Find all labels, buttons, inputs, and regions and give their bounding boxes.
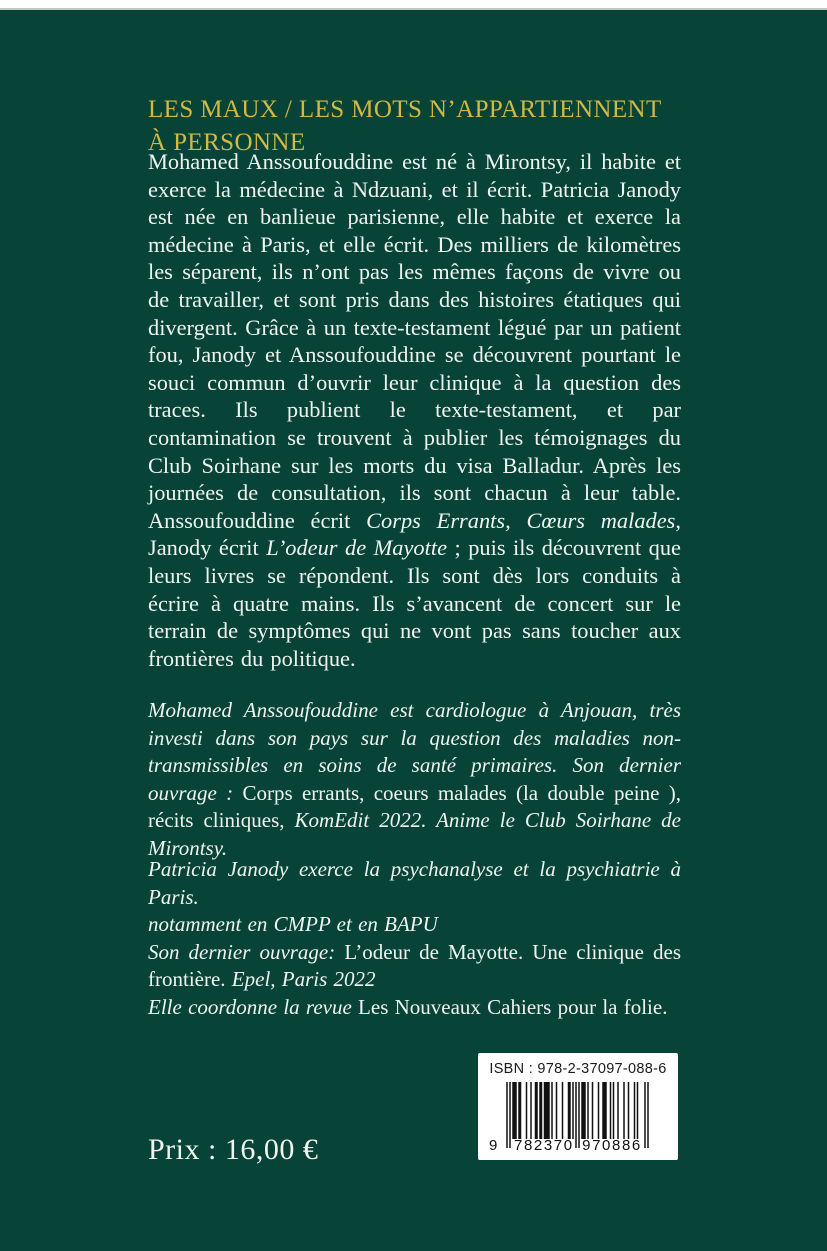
text-run: Corps errants, coeurs malades (la double peine ), récits cliniques,: [148, 780, 681, 832]
text-run: Son dernier ouvrage:: [148, 939, 345, 964]
cover-title-line1: LES MAUX / LES MOTS N’APPARTIENNENT: [148, 96, 662, 123]
page-top-edge: [0, 0, 827, 10]
bio-janody-last-work: [148, 939, 681, 994]
text-run: KomEdit 2022. Anime le Club Soirhane de Mirontsy.: [148, 808, 681, 860]
text-run: Corps Errants, Cœurs malades: [366, 507, 676, 533]
text-run: Patricia Janody exerce la psychanalyse et la psychiatrie à Paris.: [148, 857, 681, 909]
price-label: Prix : 16,00 €: [148, 1133, 319, 1166]
isbn-panel: [478, 1053, 678, 1160]
barcode-digits: [478, 1137, 678, 1157]
cover-title-line2: À PERSONNE: [148, 129, 306, 156]
text-run: Epel, Paris 2022: [231, 967, 376, 991]
text-run: L’odeur de Mayotte: [266, 535, 448, 561]
text-run: Mohamed Anssoufouddine est né à Mirontsy, il habite et exerce la médecine à Ndzuani, et il écrit. Patricia Janody est née en banlieue parisienne, elle habite et exerce la médecine à Paris, et elle écrit. Des milliers de kilomètres les séparent, ils n’ont pas les mêmes façons de vivre ou de travailler, et sont pris dans des histoires étatiques qui divergent. Grâce à un texte-testament légué par un patient fou, Janody et Anssoufouddine se découvrent pourtant le souci commun d’ouvrir leur clinique à la question des traces. Ils publient le texte-testament, et par contamination se trouvent à publier les témoignages du Club Soirhane sur les morts du visa Balladur. Après les journées de consultation, ils sont chacun à leur table. Anssoufouddine écrit: [148, 149, 681, 533]
barcode-digit-group1: 782370: [514, 1137, 574, 1154]
barcode-digit-lead: 9: [489, 1137, 499, 1154]
bio-janody-revue: [148, 994, 681, 1022]
text-run: ; puis ils découvrent que leurs livres se répondent. Ils sont dès lors conduits à écrire à quatre mains. Ils s’avancent de concert sur le terrain de symptômes qui ne vont pas sans toucher aux frontières du politique.: [148, 535, 681, 671]
bio-janody-line-2: [148, 911, 681, 939]
text-run: Elle coordonne la revue: [148, 994, 359, 1019]
synopsis-paragraph: [148, 148, 681, 672]
text-run: , Janody écrit: [148, 507, 681, 561]
text-run: Les Nouveaux Cahiers pour la folie.: [358, 994, 668, 1019]
text-run: L’odeur de Mayotte. Une clinique des frontière.: [148, 939, 681, 991]
author-bio-janody: [148, 856, 681, 1021]
barcode-digit-group2: 970886: [582, 1137, 642, 1154]
isbn-label: ISBN : 978-2-37097-088-6: [489, 1061, 667, 1077]
cover-background: [0, 10, 827, 1251]
bio-janody-line-1: [148, 856, 681, 911]
author-bio-anssoufouddine: [148, 697, 681, 862]
text-run: Mohamed Anssoufouddine est cardiologue à Anjouan, très investi dans son pays sur la question des maladies non-transmissibles en soins de santé primaires. Son dernier ouvrage :: [148, 698, 681, 805]
text-run: notamment en CMPP et en BAPU: [148, 912, 438, 936]
